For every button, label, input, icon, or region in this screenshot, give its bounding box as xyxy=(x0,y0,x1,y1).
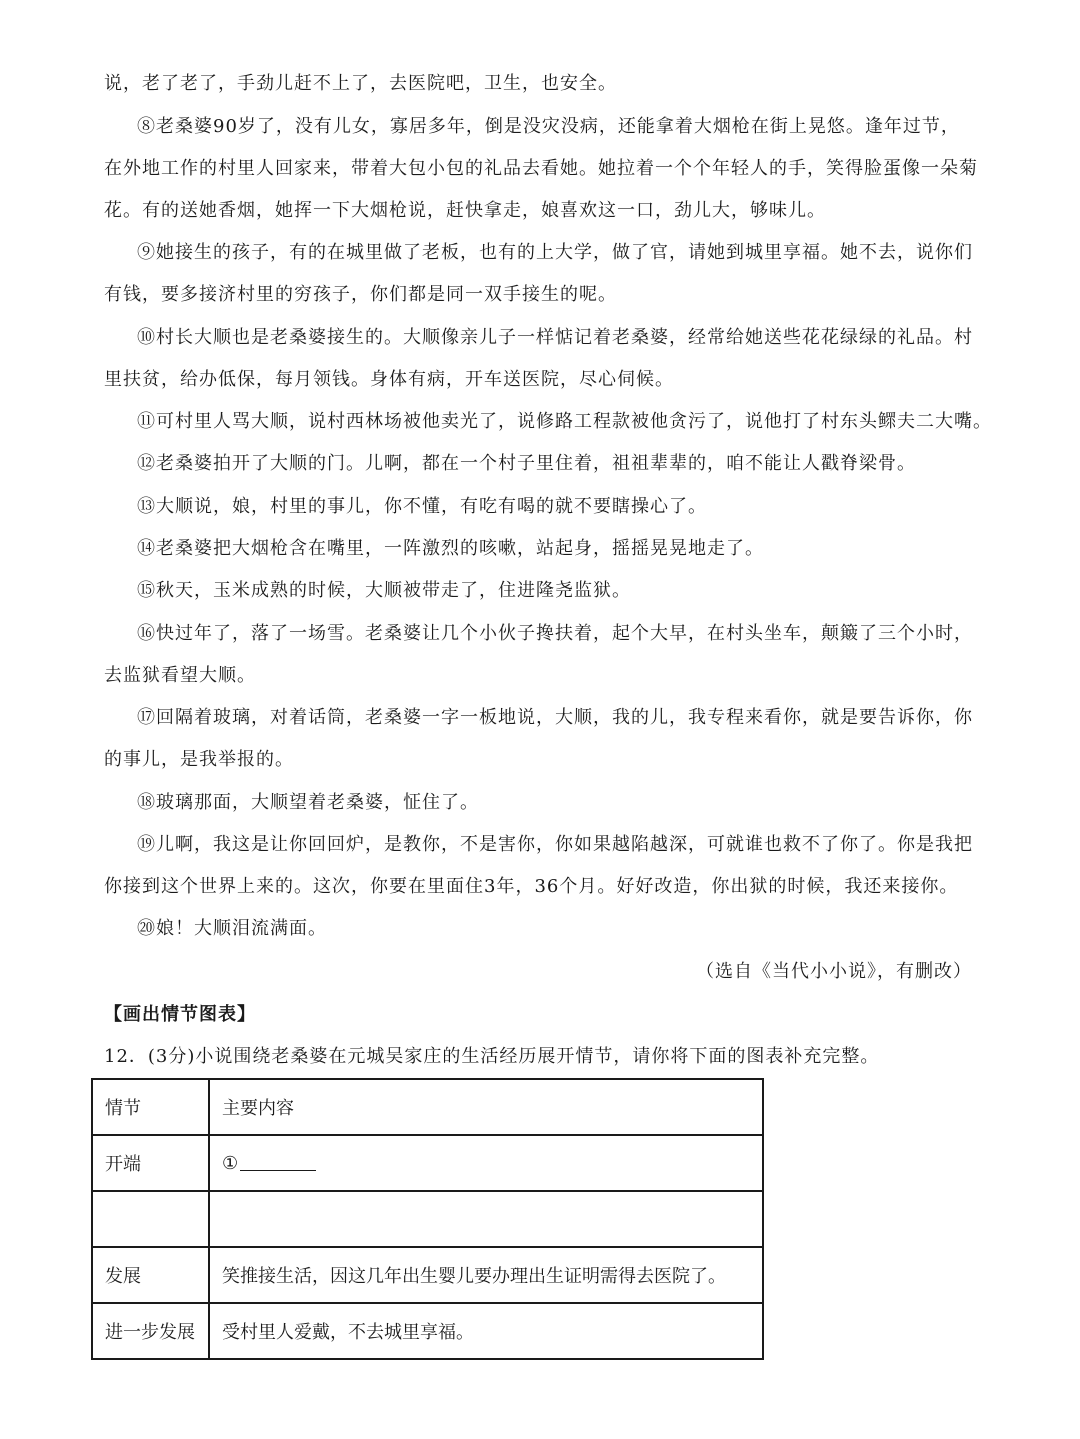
passage-line: 有钱，要多接济村里的穷孩子，你们都是同一双手接生的呢。 xyxy=(104,284,617,305)
content-cell: 受村里人爱戴，不去城里享福。 xyxy=(209,1303,763,1359)
passage-line: 你接到这个世界上来的。这次，你要在里面住3年，36个月。好好改造，你出狱的时候，我还来接你。 xyxy=(104,876,959,897)
plot-stage-cell xyxy=(92,1191,209,1247)
passage-line: ⑫老桑婆拍开了大顺的门。儿啊，都在一个村子里住着，祖祖辈辈的，咱不能让人戳脊梁骨。 xyxy=(137,453,916,474)
passage-line: ⑧老桑婆90岁了，没有儿女，寡居多年，倒是没灾没病，还能拿着大烟枪在街上晃悠。逢年过节， xyxy=(137,116,960,137)
question-text: 12．(3分)小说围绕老桑婆在元城吴家庄的生活经历展开情节，请你将下面的图表补充完整。 xyxy=(104,1046,880,1067)
passage-line: ⑩村长大顺也是老桑婆接生的。大顺像亲儿子一样惦记着老桑婆，经常给她送些花花绿绿的礼品。村 xyxy=(137,327,973,348)
section-title: 【画出情节图表】 xyxy=(104,1004,256,1025)
plot-stage-cell: 发展 xyxy=(92,1247,209,1303)
passage-line: ⑭老桑婆把大烟枪含在嘴里，一阵激烈的咳嗽，站起身，摇摇晃晃地走了。 xyxy=(137,538,764,559)
passage-line: ⑯快过年了，落了一场雪。老桑婆让几个小伙子搀扶着，起个大早，在村头坐车，颠簸了三个小时， xyxy=(137,623,973,644)
passage-line: ⑨她接生的孩子，有的在城里做了老板，也有的上大学，做了官，请她到城里享福。她不去，说你们 xyxy=(137,242,973,263)
content-cell[interactable] xyxy=(209,1191,763,1247)
content-cell: 笑推接生活，因这几年出生婴儿要办理出生证明需得去医院了。 xyxy=(209,1247,763,1303)
plot-stage-cell: 开端 xyxy=(92,1135,209,1191)
table-row xyxy=(92,1247,763,1303)
plot-stage-cell: 进一步发展 xyxy=(92,1303,209,1359)
passage-line: ⑪可村里人骂大顺，说村西林场被他卖光了，说修路工程款被他贪污了，说他打了村东头鳏夫二大嘴。 xyxy=(137,411,992,432)
passage-line: 说，老了老了，手劲儿赶不上了，去医院吧，卫生，也安全。 xyxy=(104,73,617,94)
passage-line: 的事儿，是我举报的。 xyxy=(104,749,294,770)
passage-line: ⑰回隔着玻璃，对着话筒，老桑婆一字一板地说，大顺，我的儿，我专程来看你，就是要告诉你，你 xyxy=(137,707,973,728)
table-row xyxy=(92,1135,763,1191)
passage-line: ⑳娘！大顺泪流满面。 xyxy=(137,918,327,939)
passage-line: 花。有的送她香烟，她挥一下大烟枪说，赶快拿走，娘喜欢这一口，劲儿大，够味儿。 xyxy=(104,200,826,221)
plot-chart-table xyxy=(91,1078,764,1360)
passage-line: ⑬大顺说，娘，村里的事儿，你不懂，有吃有喝的就不要瞎操心了。 xyxy=(137,496,707,517)
passage-line: 里扶贫，给办低保，每月领钱。身体有病，开车送医院，尽心伺候。 xyxy=(104,369,674,390)
passage-line: ⑲儿啊，我这是让你回回炉，是教你，不是害你，你如果越陷越深，可就谁也救不了你了。你是我把 xyxy=(137,834,973,855)
passage-line: 去监狱看望大顺。 xyxy=(104,665,256,686)
passage-source: （选自《当代小小说》，有删改） xyxy=(696,961,972,982)
table-header-row xyxy=(92,1079,763,1135)
answer-blank-cell[interactable] xyxy=(209,1135,763,1191)
header-cell-content: 主要内容 xyxy=(209,1079,763,1135)
passage-line: 在外地工作的村里人回家来，带着大包小包的礼品去看她。她拉着一个个年轻人的手，笑得脸蛋像一朵菊 xyxy=(104,158,978,179)
passage-line: ⑮秋天，玉米成熟的时候，大顺被带走了，住进隆尧监狱。 xyxy=(137,580,631,601)
blank-marker: ① xyxy=(222,1153,239,1174)
table-row xyxy=(92,1191,763,1247)
fill-in-blank-line[interactable] xyxy=(240,1152,316,1171)
passage-line: ⑱玻璃那面，大顺望着老桑婆，怔住了。 xyxy=(137,792,479,813)
header-cell-plot: 情节 xyxy=(92,1079,209,1135)
table-row xyxy=(92,1303,763,1359)
